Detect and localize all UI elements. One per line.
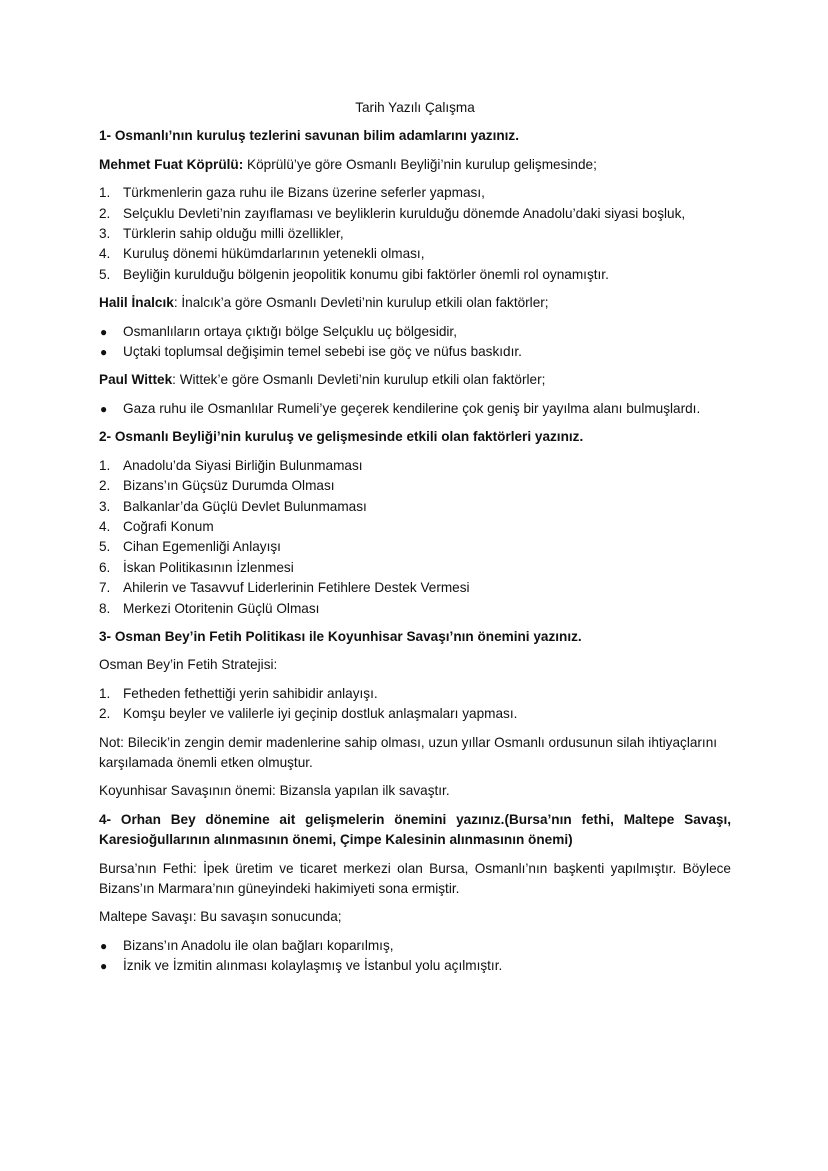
list-item-text: Merkezi Otoritenin Güçlü Olması: [123, 600, 320, 616]
document-content: [99, 98, 731, 985]
list-item-text: Balkanlar’da Güçlü Devlet Bulunmaması: [123, 498, 367, 514]
maltepe-label: Maltepe Savaşı: Bu savaşın sonucunda;: [99, 909, 342, 925]
list-number: 8.: [99, 600, 111, 616]
document-title: Tarih Yazılı Çalışma: [355, 100, 475, 115]
list-item: [99, 476, 731, 496]
koprulu-name: Mehmet Fuat Köprülü:: [99, 156, 244, 172]
bullet-icon: ●: [100, 401, 108, 416]
list-item: [99, 599, 731, 619]
list-number: 2.: [99, 478, 111, 494]
list-item-text: Komşu beyler ve valilerle iyi geçinip dostluk anlaşmaları yapması.: [123, 706, 518, 722]
list-item-text: İskan Politikasının İzlenmesi: [123, 559, 294, 575]
wittek-intro: : Wittek’e göre Osmanlı Devleti’nin kurulup etkili olan faktörler;: [172, 372, 546, 388]
list-item-text: Gaza ruhu ile Osmanlılar Rumeli’ye geçerek kendilerine çok geniş bir yayılma alanı bulmuşlardı.: [123, 400, 701, 416]
list-item-text: Türklerin sahip olduğu milli özellikler,: [123, 226, 344, 242]
list-item-text: Selçuklu Devleti’nin zayıflaması ve beyliklerin kurulduğu dönemde Anadolu’daki siyasi boşluk,: [123, 205, 686, 221]
list-item-text: İznik ve İzmitin alınması kolaylaşmış ve İstanbul yolu açılmıştır.: [123, 958, 503, 974]
list-item-text: Osmanlıların ortaya çıktığı bölge Selçuklu uç bölgesidir,: [123, 323, 457, 339]
list-item: [99, 497, 731, 517]
koprulu-intro: Köprülü’ye göre Osmanlı Beyliği’nin kurulup gelişmesinde;: [243, 156, 597, 172]
list-number: 4.: [99, 246, 111, 262]
list-item: [99, 342, 731, 362]
list-item-text: Anadolu’da Siyasi Birliğin Bulunmaması: [123, 457, 363, 473]
list-number: 2.: [99, 706, 111, 722]
list-item-text: Ahilerin ve Tasavvuf Liderlerinin Fetihlere Destek Vermesi: [123, 580, 470, 596]
list-item: [99, 456, 731, 476]
inalcik-name: Halil İnalcık: [99, 295, 174, 311]
maltepe-list: [99, 936, 731, 977]
list-item-text: Türkmenlerin gaza ruhu ile Bizans üzerine seferler yapması,: [123, 185, 485, 201]
list-item-text: Cihan Egemenliği Anlayışı: [123, 539, 281, 555]
question-4-heading: 4- Orhan Bey dönemine ait gelişmelerin önemini yazınız.(Bursa’nın fethi, Maltepe Savaşı, Karesioğullarının alınmasının önemi, Çimpe Kalesinin alınmasının önemi): [99, 811, 731, 848]
list-number: 5.: [99, 539, 111, 555]
list-item: [99, 399, 731, 419]
list-item-text: Fetheden fethettiği yerin sahibidir anlayışı.: [123, 685, 378, 701]
inalcik-list: [99, 322, 731, 363]
list-item-text: Bizans’ın Anadolu ile olan bağları koparılmış,: [123, 937, 394, 953]
list-number: 7.: [99, 580, 111, 596]
list-item: [99, 936, 731, 956]
strategy-label: Osman Bey’in Fetih Stratejisi:: [99, 657, 278, 673]
inalcik-paragraph: [99, 293, 731, 313]
list-item: [99, 204, 731, 224]
list-item: [99, 265, 731, 285]
list-item: [99, 183, 731, 203]
list-item: [99, 244, 731, 264]
strategy-list: [99, 684, 731, 725]
list-item-text: Coğrafi Konum: [123, 518, 214, 534]
koprulu-list: [99, 183, 731, 285]
inalcik-intro: : İnalcık’a göre Osmanlı Devleti’nin kurulup etkili olan faktörler;: [173, 295, 549, 311]
list-number: 2.: [99, 205, 111, 221]
list-item-text: Kuruluş dönemi hükümdarlarının yetenekli olması,: [123, 246, 425, 262]
list-item: [99, 558, 731, 578]
list-item: [99, 517, 731, 537]
wittek-list: [99, 399, 731, 419]
koprulu-paragraph: [99, 155, 731, 175]
list-item: [99, 537, 731, 557]
koyunhisar-paragraph: Koyunhisar Savaşının önemi: Bizansla yapılan ilk savaştır.: [99, 783, 450, 799]
list-number: 1.: [99, 457, 111, 473]
list-item-text: Uçtaki toplumsal değişimin temel sebebi ise göç ve nüfus baskıdır.: [123, 344, 522, 360]
note-paragraph: Not: Bilecik’in zengin demir madenlerine sahip olması, uzun yıllar Osmanlı ordusunun silah ihtiyaçlarını karşılamada önemli etken olmuştur.: [99, 734, 718, 770]
wittek-paragraph: [99, 370, 731, 390]
list-item-text: Beyliğin kurulduğu bölgenin jeopolitik konumu gibi faktörler önemli rol oynamıştır.: [123, 266, 609, 282]
list-number: 6.: [99, 559, 111, 575]
list-item: [99, 684, 731, 704]
list-number: 3.: [99, 226, 111, 242]
question-1-heading: 1- Osmanlı’nın kuruluş tezlerini savunan bilim adamlarını yazınız.: [99, 128, 520, 144]
list-item: [99, 704, 731, 724]
list-item: [99, 956, 731, 976]
list-number: 4.: [99, 518, 111, 534]
list-number: 1.: [99, 185, 111, 201]
bullet-icon: ●: [100, 324, 108, 339]
list-number: 1.: [99, 685, 111, 701]
list-number: 5.: [99, 266, 111, 282]
list-item: [99, 322, 731, 342]
bursa-paragraph: Bursa’nın Fethi: İpek üretim ve ticaret merkezi olan Bursa, Osmanlı’nın başkenti yapılmıştır. Böylece Bizans’ın Marmara’nın güneyindeki hakimiyeti sona ermiştir.: [99, 860, 731, 896]
question-2-heading: 2- Osmanlı Beyliği’nin kuruluş ve gelişmesinde etkili olan faktörleri yazınız.: [99, 429, 584, 445]
list-item-text: Bizans’ın Güçsüz Durumda Olması: [123, 478, 335, 494]
list-item: [99, 578, 731, 598]
wittek-name: Paul Wittek: [99, 372, 173, 388]
bullet-icon: ●: [100, 959, 108, 974]
list-number: 3.: [99, 498, 111, 514]
factors-list: [99, 456, 731, 619]
question-3-heading: 3- Osman Bey’in Fetih Politikası ile Koyunhisar Savaşı’nın önemini yazınız.: [99, 628, 582, 644]
list-item: [99, 224, 731, 244]
bullet-icon: ●: [100, 345, 108, 360]
bullet-icon: ●: [100, 938, 108, 953]
